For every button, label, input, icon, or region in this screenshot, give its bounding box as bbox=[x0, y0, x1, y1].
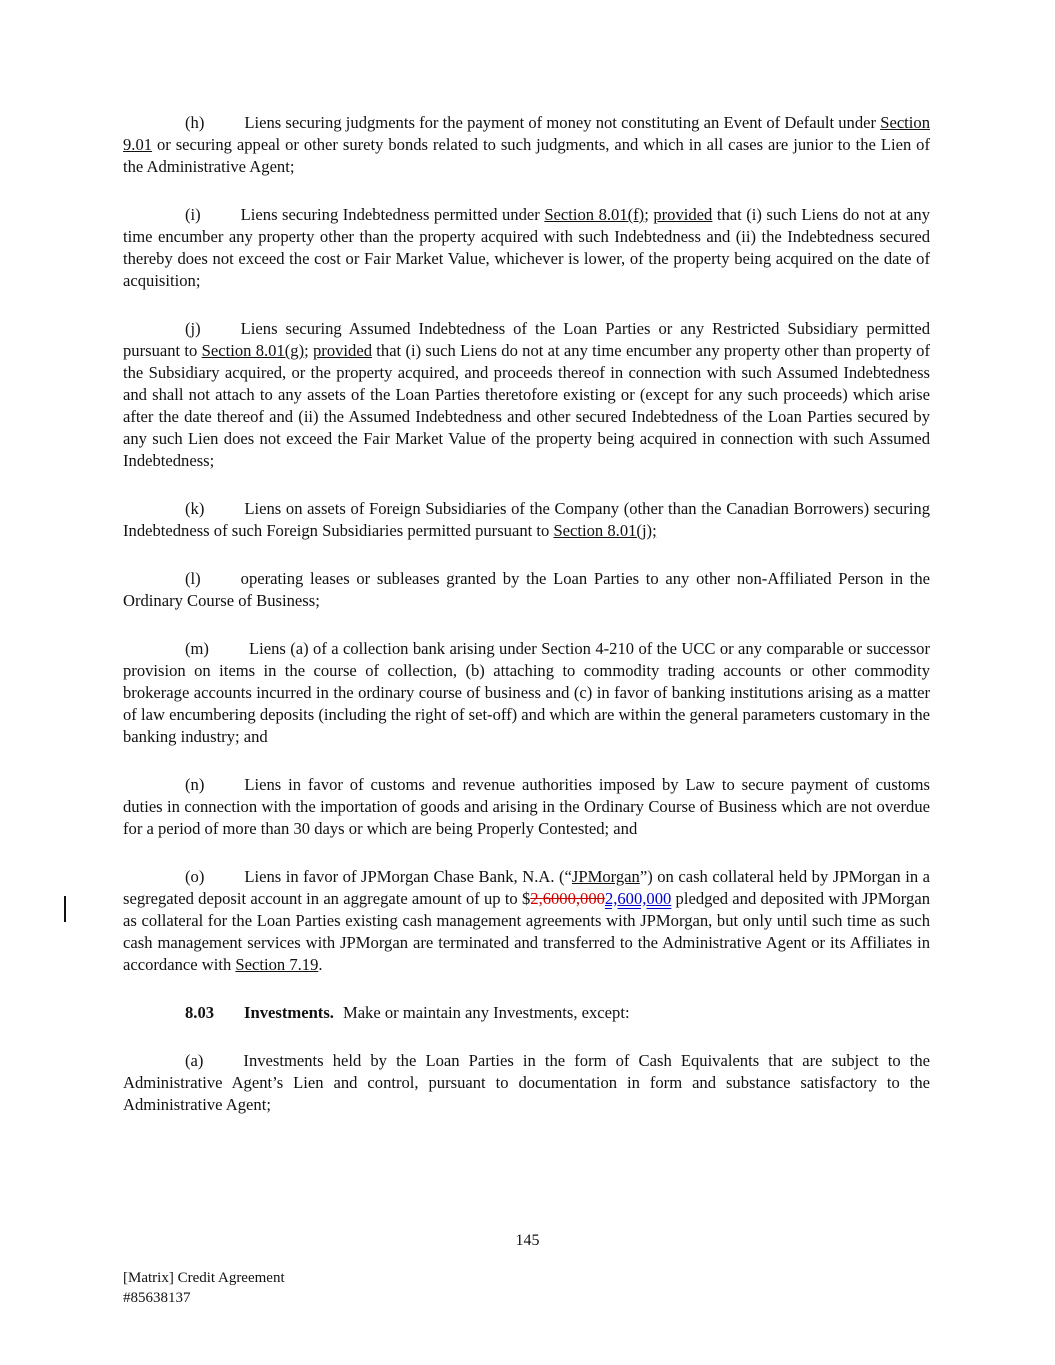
underlined-reference: JPMorgan bbox=[571, 867, 640, 886]
body-text: (j) bbox=[185, 319, 201, 338]
deleted-text: 2,6000,000 bbox=[530, 889, 605, 908]
body-text: Liens securing Indebtedness permitted under bbox=[240, 205, 545, 224]
clause-o bbox=[123, 866, 930, 976]
body-text: Make or maintain any Investments, except: bbox=[342, 1003, 630, 1022]
inserted-text: 2,600,000 bbox=[604, 889, 672, 908]
clause-j bbox=[123, 318, 930, 472]
body-text: Liens (a) of a collection bank arising under Section 4-210 of the UCC or any comparable or successor provision on items in the course of collection, (b) attaching to commodity trading accounts or other commodity brokerage accounts incurred in the ordinary course of business and (c) in favor of banking institutions arising as a matter of law encumbering deposits (including the right of set-off) and which are within the general parameters customary in the banking industry; and bbox=[123, 639, 931, 746]
underlined-reference: Section 8.01(f) bbox=[544, 205, 645, 224]
underlined-reference: provided bbox=[653, 205, 713, 224]
body-text: Liens in favor of JPMorgan Chase Bank, N.A. (“ bbox=[244, 867, 572, 886]
clause-a bbox=[123, 1050, 930, 1116]
clause-m bbox=[123, 638, 930, 748]
body-text: (m) bbox=[185, 639, 209, 658]
body-text: pledged and deposited with JPMorgan as collateral for the Loan Parties existing cash management agreements with JPMorgan, but only until such time as such cash management services with JPMorgan are terminated and transferred to the Administrative Agent or its Affiliates in accordance with bbox=[123, 889, 930, 974]
body-text: Liens securing judgments for the payment of money not constituting an Event of Default under bbox=[244, 113, 881, 132]
body-text: or securing appeal or other surety bonds related to such judgments, and which in all cases are junior to the Lien of the Administrative Agent; bbox=[123, 135, 930, 176]
body-text: . bbox=[318, 955, 323, 974]
underlined-reference: Section 9.01 bbox=[123, 113, 930, 154]
revision-change-bar bbox=[64, 896, 66, 922]
body-text: (h) bbox=[185, 113, 205, 132]
body-text: ; bbox=[304, 341, 313, 360]
document-body bbox=[123, 112, 930, 1142]
footer-doc-number: #85638137 bbox=[123, 1290, 191, 1306]
body-text: 8.03 bbox=[185, 1003, 215, 1022]
clause-h bbox=[123, 112, 930, 178]
body-text: (l) bbox=[185, 569, 201, 588]
body-text: (o) bbox=[185, 867, 205, 886]
underlined-reference: Section 7.19 bbox=[235, 955, 319, 974]
body-text: (n) bbox=[185, 775, 205, 794]
body-text: Investments. bbox=[244, 1003, 334, 1022]
body-text: that (i) such Liens do not at any time encumber any property other than the property acquired with such Indebtedness and (ii) the Indebtedness secured thereby does not exceed the cost or Fair Market Value, whichever is lower, of the property being acquired on the date of acquisition; bbox=[123, 205, 930, 290]
body-text: ”) on cash collateral held by JPMorgan in a segregated deposit account in an aggregate amount of up to $ bbox=[123, 867, 930, 908]
clause-l bbox=[123, 568, 930, 612]
clause-i bbox=[123, 204, 930, 292]
body-text: (a) bbox=[185, 1051, 204, 1070]
body-text: (i) bbox=[185, 205, 201, 224]
underlined-reference: provided bbox=[313, 341, 372, 360]
section-8-03-heading bbox=[123, 1002, 930, 1024]
clause-n bbox=[123, 774, 930, 840]
body-text: Liens securing Assumed Indebtedness of the Loan Parties or any Restricted Subsidiary permitted pursuant to bbox=[123, 319, 930, 360]
body-text: operating leases or subleases granted by the Loan Parties to any other non-Affiliated Person in the Ordinary Course of Business; bbox=[123, 569, 930, 610]
body-text: (k) bbox=[185, 499, 205, 518]
body-text: ; bbox=[644, 205, 654, 224]
body-text: Liens in favor of customs and revenue authorities imposed by Law to secure payment of customs duties in connection with the importation of goods and arising in the Ordinary Course of Business which are not overdue for a period of more than 30 days or which are being Properly Contested; and bbox=[123, 775, 930, 838]
underlined-reference: Section 8.01(j); bbox=[553, 521, 657, 540]
page-number: 145 bbox=[515, 1232, 540, 1249]
body-text: Investments held by the Loan Parties in the form of Cash Equivalents that are subject to the Administrative Agent’s Lien and control, pursuant to documentation in form and substance satisfactory to the Administrative Agent; bbox=[123, 1051, 930, 1114]
underlined-reference: Section 8.01(g) bbox=[201, 341, 305, 360]
document-footer bbox=[123, 1268, 285, 1308]
body-text: Liens on assets of Foreign Subsidiaries of the Company (other than the Canadian Borrowers) securing Indebtedness of such Foreign Subsidiaries permitted pursuant to bbox=[123, 499, 930, 540]
footer-doc-title: [Matrix] Credit Agreement bbox=[123, 1270, 285, 1286]
body-text: that (i) such Liens do not at any time encumber any property other than property of the Subsidiary acquired, or the property acquired, and proceeds thereof in connection with such Assumed Indebtedness and shall not attach to any assets of the Loan Parties theretofore existing or (except for any such proceeds) which arise after the date thereof and (ii) the Assumed Indebtedness and other secured Indebtedness of the Loan Parties secured by any such Lien does not exceed the Fair Market Value of the property being acquired in connection with such Assumed Indebtedness; bbox=[123, 341, 930, 470]
clause-k bbox=[123, 498, 930, 542]
